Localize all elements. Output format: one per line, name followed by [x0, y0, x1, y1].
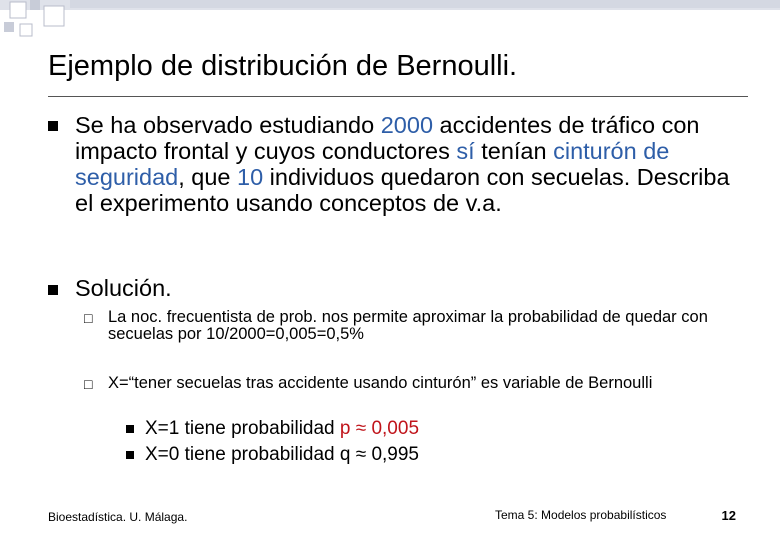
bullet-square-icon	[48, 121, 58, 131]
checkbox-bullet-icon: □	[84, 376, 93, 392]
footer-center: Tema 5: Modelos probabilísticos	[495, 508, 667, 522]
checkbox-bullet-icon: □	[84, 310, 93, 326]
sub-sub-bullet-1-text	[145, 418, 419, 440]
small-bullet-square-icon	[126, 425, 134, 433]
sub-bullet-1-text: La noc. frecuentista de prob. nos permite aproximar la probabilidad de quedar con secuelas por 10/2000=0,005=0,5%	[108, 308, 708, 343]
count-10: 10	[237, 164, 264, 190]
bullet-1-part: , que	[178, 164, 238, 190]
highlight-cinturon: cinturón de seguridad	[75, 138, 670, 190]
bullet-1-part: Se ha observado estudiando	[75, 112, 381, 138]
bullet-square-icon	[48, 285, 58, 295]
bullet-1-text	[75, 112, 735, 216]
page-number: 12	[721, 508, 736, 523]
footer-left: Bioestadística. U. Málaga.	[48, 510, 188, 524]
bullet-1-part: accidentes de tráfico con impacto frontal y cuyos conductores	[75, 112, 700, 164]
highlight-si: sí	[456, 138, 475, 164]
sub-bullet-2-text: X=“tener secuelas tras accidente usando cinturón” es variable de Bernoulli	[108, 374, 653, 392]
slide-title: Ejemplo de distribución de Bernoulli.	[48, 50, 518, 82]
count-2000: 2000	[380, 112, 434, 138]
probability-p: p ≈ 0,005	[339, 418, 420, 439]
sub-sub-bullet-2-text: X=0 tiene probabilidad q ≈ 0,995	[145, 444, 419, 465]
bullet-1-part: tenían	[474, 138, 554, 164]
decorative-squares-banner	[0, 0, 780, 40]
title-divider	[48, 96, 748, 97]
sub-sub-bullet-1-part: X=1 tiene probabilidad	[145, 418, 340, 439]
bullet-2-text: Solución.	[75, 275, 172, 301]
small-bullet-square-icon	[126, 451, 134, 459]
bullet-1-part: individuos quedaron con secuelas. Describa el experimento usando conceptos de v.a.	[75, 164, 730, 216]
